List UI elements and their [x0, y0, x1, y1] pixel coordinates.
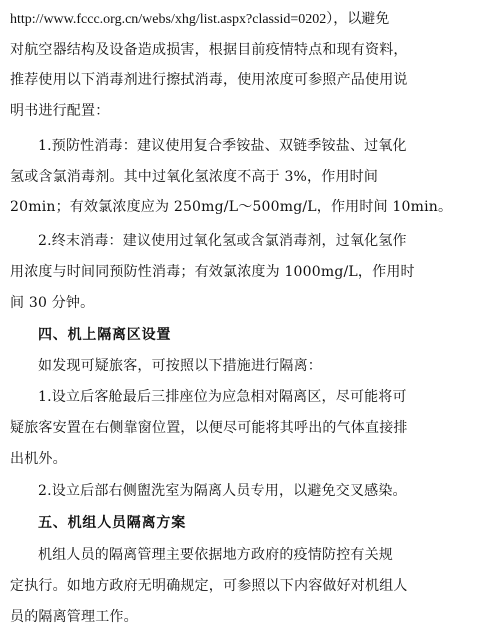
paragraph-line: 明书进行配置： — [10, 103, 110, 119]
paragraph-line: 1.设立后客舱最后三排座位为应急相对隔离区，尽可能将可 — [38, 389, 407, 405]
paragraph-line: 定执行。如地方政府无明确规定，可参照以下内容做好对机组人 — [10, 578, 408, 594]
paragraph-line: 机组人员的隔离管理主要依据地方政府的疫情防控有关规 — [38, 547, 393, 563]
paragraph-line: 2.设立后部右侧盥洗室为隔离人员专用，以避免交叉感染。 — [38, 483, 407, 499]
paragraph-line: 疑旅客安置在右侧靠窗位置，以便尽可能将其呼出的气体直接排 — [10, 420, 408, 436]
paragraph-line: 如发现可疑旅客，可按照以下措施进行隔离： — [38, 358, 322, 374]
section-heading: 四、机上隔离区设置 — [38, 327, 172, 343]
paragraph-line: 员的隔离管理工作。 — [10, 609, 138, 625]
paragraph-line: 出机外。 — [10, 451, 67, 467]
paragraph-line: 间 30 分钟。 — [10, 295, 95, 311]
paragraph-line: http://www.fccc.org.cn/webs/xhg/list.aspx?classid=0202），以避免 — [10, 12, 390, 27]
paragraph-line: 2.终末消毒：建议使用过氧化氢或含氯消毒剂，过氧化氢作 — [38, 233, 407, 249]
paragraph-line: 推荐使用以下消毒剂进行擦拭消毒，使用浓度可参照产品使用说 — [10, 72, 408, 88]
paragraph-line: 用浓度与时间同预防性消毒；有效氯浓度为 1000mg/L，作用时 — [10, 264, 415, 280]
paragraph-line: 对航空器结构及设备造成损害，根据目前疫情特点和现有资料， — [10, 42, 408, 58]
paragraph-line: 氢或含氯消毒剂。其中过氧化氢浓度不高于 3%，作用时间 — [10, 169, 379, 185]
paragraph-line: 1.预防性消毒：建议使用复合季铵盐、双链季铵盐、过氧化 — [38, 138, 407, 154]
paragraph-line: 20min；有效氯浓度应为 250mg/L～500mg/L，作用时间 10min。 — [10, 199, 453, 215]
section-heading: 五、机组人员隔离方案 — [38, 515, 186, 531]
